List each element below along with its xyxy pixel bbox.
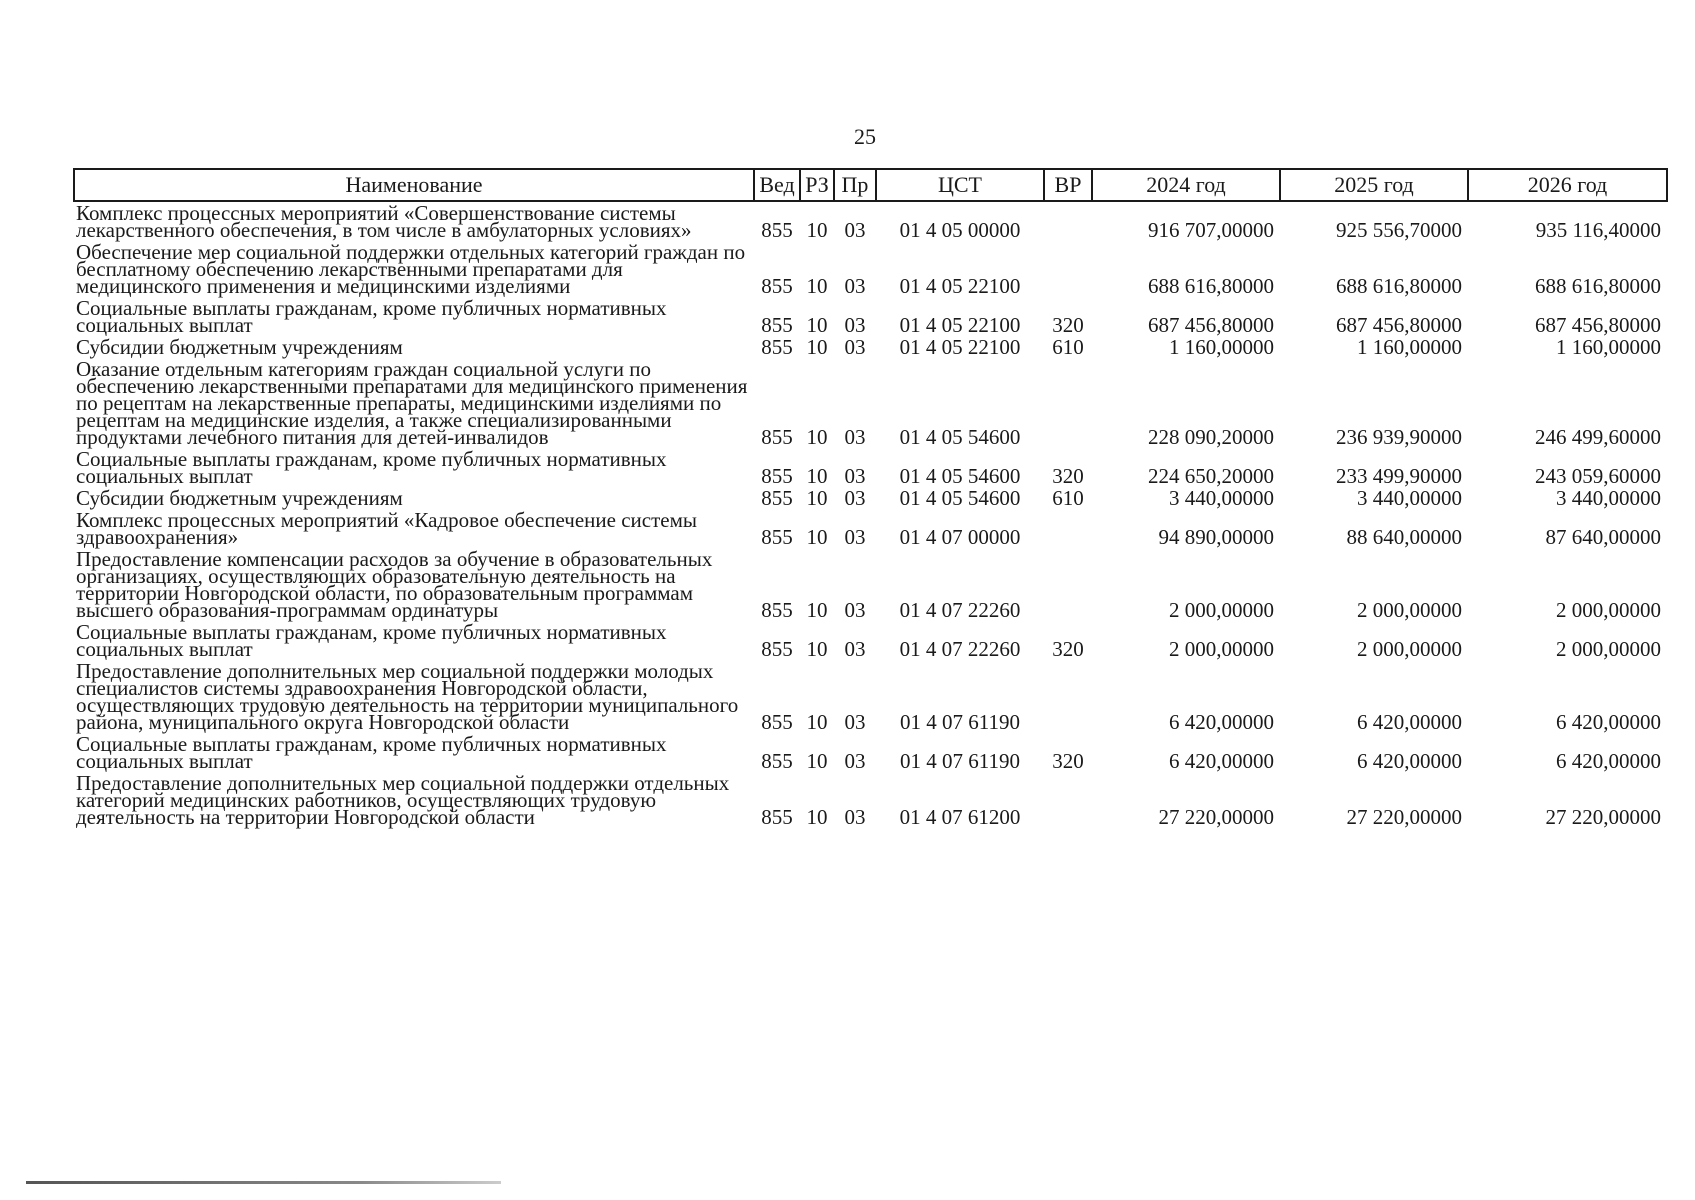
row-amount-2025: 688 616,80000 [1336, 274, 1462, 298]
row-amount-2024: 1 160,00000 [1169, 335, 1274, 359]
row-rz: 10 [806, 486, 828, 510]
row-cst: 01 4 05 00000 [899, 218, 1021, 242]
row-amount-2024: 916 707,00000 [1148, 218, 1274, 242]
row-name: Субсидии бюджетным учреждениям [76, 335, 403, 359]
row-pr: 03 [844, 749, 866, 773]
table-row [74, 621, 1667, 660]
row-amount-2025: 236 939,90000 [1336, 425, 1462, 449]
row-ved: 855 [761, 464, 793, 488]
header-row [74, 169, 1667, 201]
row-name: Обеспечение мер социальной поддержки отдельных категорий граждан по бесплатному обеспечению лекарственными препаратами для медицинского применения и медицинскими изделиями [76, 240, 746, 298]
row-rz: 10 [806, 637, 828, 661]
row-amount-2025: 2 000,00000 [1357, 637, 1462, 661]
row-cst: 01 4 05 54600 [899, 425, 1021, 449]
row-pr: 03 [844, 425, 866, 449]
table-row [74, 660, 1667, 733]
row-pr: 03 [844, 218, 866, 242]
row-amount-2025: 3 440,00000 [1357, 486, 1462, 510]
row-pr: 03 [844, 274, 866, 298]
column-header-2024: 2024 год [1092, 169, 1280, 201]
row-vr [1044, 660, 1092, 733]
column-header-rz: РЗ [800, 169, 834, 201]
row-pr: 03 [844, 710, 866, 734]
row-cst: 01 4 05 54600 [899, 464, 1021, 488]
row-pr: 03 [844, 525, 866, 549]
row-amount-2026: 2 000,00000 [1556, 598, 1661, 622]
row-amount-2024: 228 090,20000 [1148, 425, 1274, 449]
row-ved: 855 [761, 425, 793, 449]
row-amount-2025: 88 640,00000 [1346, 525, 1462, 549]
table-body [74, 201, 1667, 828]
row-amount-2026: 246 499,60000 [1535, 425, 1661, 449]
row-ved: 855 [761, 274, 793, 298]
row-cst: 01 4 07 00000 [899, 525, 1021, 549]
row-vr [1044, 509, 1092, 548]
row-pr: 03 [844, 598, 866, 622]
column-header-ved: Вед [754, 169, 800, 201]
row-vr [1044, 772, 1092, 828]
row-amount-2024: 2 000,00000 [1169, 598, 1274, 622]
row-rz: 10 [806, 335, 828, 359]
table-header [74, 169, 1667, 201]
row-name: Предоставление компенсации расходов за обучение в образовательных организациях, осуществляющих образовательную деятельность на территории Новгородской области, по образовательным программам высшего образования-программам ординатуры [76, 547, 713, 622]
row-amount-2026: 6 420,00000 [1556, 710, 1661, 734]
row-cst: 01 4 07 61190 [900, 710, 1020, 734]
row-cst: 01 4 05 22100 [899, 313, 1021, 337]
row-name: Социальные выплаты гражданам, кроме публичных нормативных социальных выплат [76, 447, 667, 488]
row-name: Оказание отдельным категориям граждан социальной услуги по обеспечению лекарственными препаратами для медицинского применения по рецептам на лекарственные препараты, медицинскими изделиями по рецептам на медицинские изделия, а также специализированными продуктами лечебного питания для детей-инвалидов [76, 357, 748, 449]
scan-edge-line [26, 1181, 501, 1184]
row-vr [1044, 201, 1092, 241]
row-amount-2025: 6 420,00000 [1357, 710, 1462, 734]
row-name: Комплекс процессных мероприятий «Кадровое обеспечение системы здравоохранения» [76, 508, 697, 549]
row-amount-2024: 2 000,00000 [1169, 637, 1274, 661]
row-rz: 10 [806, 274, 828, 298]
row-cst: 01 4 07 61190 [900, 749, 1020, 773]
row-amount-2024: 6 420,00000 [1169, 749, 1274, 773]
row-amount-2025: 1 160,00000 [1357, 335, 1462, 359]
row-rz: 10 [806, 313, 828, 337]
row-cst: 01 4 07 22260 [899, 598, 1021, 622]
table-row [74, 297, 1667, 336]
row-rz: 10 [806, 218, 828, 242]
row-amount-2026: 1 160,00000 [1556, 335, 1661, 359]
column-header-2026: 2026 год [1468, 169, 1667, 201]
row-amount-2024: 6 420,00000 [1169, 710, 1274, 734]
row-amount-2024: 224 650,20000 [1148, 464, 1274, 488]
row-rz: 10 [806, 749, 828, 773]
row-amount-2026: 687 456,80000 [1535, 313, 1661, 337]
table-row [74, 241, 1667, 297]
row-amount-2025: 27 220,00000 [1346, 805, 1462, 829]
row-name: Социальные выплаты гражданам, кроме публичных нормативных социальных выплат [76, 296, 667, 337]
table-row [74, 201, 1667, 241]
row-ved: 855 [761, 335, 793, 359]
table-row [74, 358, 1667, 448]
row-rz: 10 [806, 425, 828, 449]
row-vr [1044, 358, 1092, 448]
row-amount-2025: 925 556,70000 [1336, 218, 1462, 242]
row-cst: 01 4 07 22260 [899, 637, 1021, 661]
row-ved: 855 [761, 637, 793, 661]
row-amount-2024: 94 890,00000 [1158, 525, 1274, 549]
row-vr: 320 [1052, 313, 1084, 337]
row-name: Предоставление дополнительных мер социальной поддержки отдельных категорий медицинских работников, осуществляющих трудовую деятельность на территории Новгородской области [76, 771, 730, 829]
row-rz: 10 [806, 598, 828, 622]
page-number: 25 [854, 124, 876, 149]
table-row [74, 487, 1667, 509]
row-ved: 855 [761, 525, 793, 549]
row-name: Предоставление дополнительных мер социальной поддержки молодых специалистов системы здравоохранения Новгородской области, осуществляющих трудовую деятельность на территории муниципального района, муниципального округа Новгородской области [76, 659, 739, 734]
column-header-cst: ЦСТ [876, 169, 1044, 201]
row-pr: 03 [844, 805, 866, 829]
column-header-vr: ВР [1044, 169, 1092, 201]
row-ved: 855 [761, 486, 793, 510]
row-vr: 610 [1052, 486, 1084, 510]
row-amount-2025: 6 420,00000 [1357, 749, 1462, 773]
row-amount-2026: 3 440,00000 [1556, 486, 1661, 510]
row-cst: 01 4 07 61200 [899, 805, 1021, 829]
row-name: Комплекс процессных мероприятий «Совершенствование системы лекарственного обеспечения, в том числе в амбулаторных условиях» [76, 201, 692, 242]
row-amount-2026: 935 116,40000 [1535, 218, 1661, 242]
row-ved: 855 [761, 749, 793, 773]
row-amount-2026: 87 640,00000 [1545, 525, 1661, 549]
row-amount-2026: 27 220,00000 [1545, 805, 1661, 829]
row-amount-2026: 688 616,80000 [1535, 274, 1661, 298]
row-rz: 10 [806, 805, 828, 829]
row-pr: 03 [844, 637, 866, 661]
row-amount-2025: 687 456,80000 [1336, 313, 1462, 337]
table-row [74, 772, 1667, 828]
row-rz: 10 [806, 464, 828, 488]
table-row [74, 448, 1667, 487]
column-header-pr: Пр [834, 169, 876, 201]
row-ved: 855 [761, 805, 793, 829]
row-amount-2026: 2 000,00000 [1556, 637, 1661, 661]
table-row [74, 548, 1667, 621]
row-amount-2024: 688 616,80000 [1148, 274, 1274, 298]
row-cst: 01 4 05 54600 [899, 486, 1021, 510]
row-vr [1044, 241, 1092, 297]
row-pr: 03 [844, 335, 866, 359]
row-ved: 855 [761, 710, 793, 734]
row-ved: 855 [761, 598, 793, 622]
row-amount-2025: 233 499,90000 [1336, 464, 1462, 488]
row-name: Социальные выплаты гражданам, кроме публичных нормативных социальных выплат [76, 620, 667, 661]
row-amount-2024: 687 456,80000 [1148, 313, 1274, 337]
row-vr: 320 [1052, 464, 1084, 488]
row-pr: 03 [844, 486, 866, 510]
row-rz: 10 [806, 525, 828, 549]
row-ved: 855 [761, 313, 793, 337]
row-amount-2024: 27 220,00000 [1158, 805, 1274, 829]
table-row [74, 509, 1667, 548]
row-rz: 10 [806, 710, 828, 734]
row-pr: 03 [844, 313, 866, 337]
row-vr: 610 [1052, 335, 1084, 359]
column-header-name: Наименование [74, 169, 754, 201]
row-amount-2024: 3 440,00000 [1169, 486, 1274, 510]
row-pr: 03 [844, 464, 866, 488]
row-cst: 01 4 05 22100 [899, 335, 1021, 359]
row-cst: 01 4 05 22100 [899, 274, 1021, 298]
row-name: Субсидии бюджетным учреждениям [76, 486, 403, 510]
row-amount-2026: 6 420,00000 [1556, 749, 1661, 773]
table-row [74, 336, 1667, 358]
table-row [74, 733, 1667, 772]
row-vr [1044, 548, 1092, 621]
row-amount-2026: 243 059,60000 [1535, 464, 1661, 488]
row-vr: 320 [1052, 749, 1084, 773]
row-ved: 855 [761, 218, 793, 242]
budget-table [73, 168, 1668, 828]
column-header-2025: 2025 год [1280, 169, 1468, 201]
row-vr: 320 [1052, 637, 1084, 661]
row-amount-2025: 2 000,00000 [1357, 598, 1462, 622]
row-name: Социальные выплаты гражданам, кроме публичных нормативных социальных выплат [76, 732, 667, 773]
